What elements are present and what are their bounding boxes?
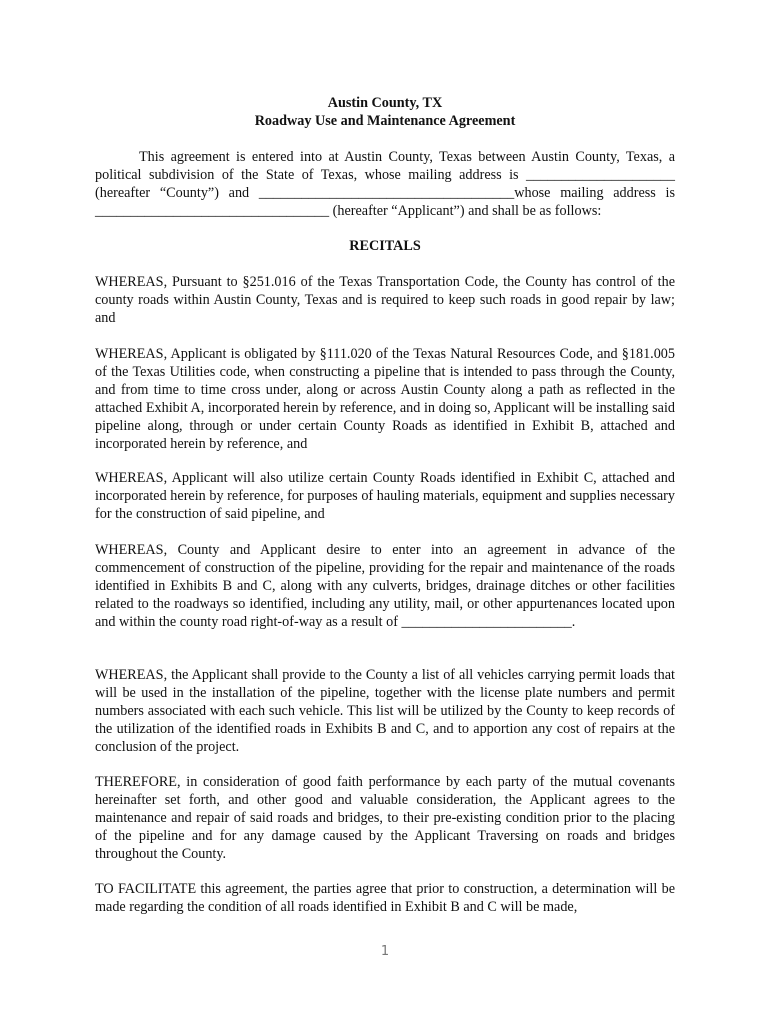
- facilitate-paragraph: TO FACILITATE this agreement, the parties agree that prior to construction, a determination will be made regarding the condition of all roads identified in Exhibit B and C will be made,: [95, 881, 675, 915]
- recital-paragraph-3: WHEREAS, Applicant will also utilize certain County Roads identified in Exhibit C, attached and incorporated herein by reference, for purposes of hauling materials, equipment and supplies necessary for the construction of said pipeline, and: [95, 470, 675, 522]
- document-title: [95, 94, 675, 130]
- title-agreement: Roadway Use and Maintenance Agreement: [254, 113, 516, 129]
- recital-paragraph-2: WHEREAS, Applicant is obligated by §111.020 of the Texas Natural Resources Code, and §181.005 of the Texas Utilities code, when constructing a pipeline that is intended to pass through the County, and from time to time cross under, along or across Austin County along a path as reflected in the attached Exhibit A, incorporated herein by reference, and in doing so, Applicant will be installing said pipeline along, through or under certain County Roads as identified in Exhibit B, attached and incorporated herein by reference, and: [95, 346, 675, 452]
- page-number: 1: [380, 944, 390, 959]
- intro-paragraph: This agreement is entered into at Austin County, Texas between Austin County, Texas, a political subdivision of the State of Texas, whose mailing address is _____________________ (hereafter “County”) and ____________________________________whose mailing address is _________________________________ (hereafter “Applicant”) and shall be as follows:: [95, 149, 675, 219]
- recital-paragraph-5: WHEREAS, the Applicant shall provide to the County a list of all vehicles carrying permit loads that will be used in the installation of the pipeline, together with the license plate numbers and permit numbers associated with each such vehicle. This list will be utilized by the County to keep records of the utilization of the identified roads in Exhibits B and C, and to apportion any cost of repairs at the conclusion of the project.: [95, 667, 675, 755]
- recital-paragraph-1: WHEREAS, Pursuant to §251.016 of the Texas Transportation Code, the County has control of the county roads within Austin County, Texas and is required to keep such roads in good repair by law; and: [95, 274, 675, 326]
- therefore-paragraph: THEREFORE, in consideration of good faith performance by each party of the mutual covenants hereinafter set forth, and other good and valuable consideration, the Applicant agrees to the maintenance and repair of said roads and bridges, to their pre-existing condition prior to the placing of the pipeline and for any damage caused by the Applicant Traversing on roads and bridges throughout the County.: [95, 774, 675, 862]
- recitals-heading: RECITALS: [349, 238, 421, 254]
- title-county: Austin County, TX: [327, 95, 443, 111]
- recital-paragraph-4: WHEREAS, County and Applicant desire to enter into an agreement in advance of the commencement of construction of the pipeline, providing for the repair and maintenance of the roads identified in Exhibits B and C, along with any culverts, bridges, drainage ditches or other facilities related to the roadways so identified, including any utility, mail, or other appurtenances located upon and within the county road right-of-way as a result of ________________________.: [95, 542, 675, 630]
